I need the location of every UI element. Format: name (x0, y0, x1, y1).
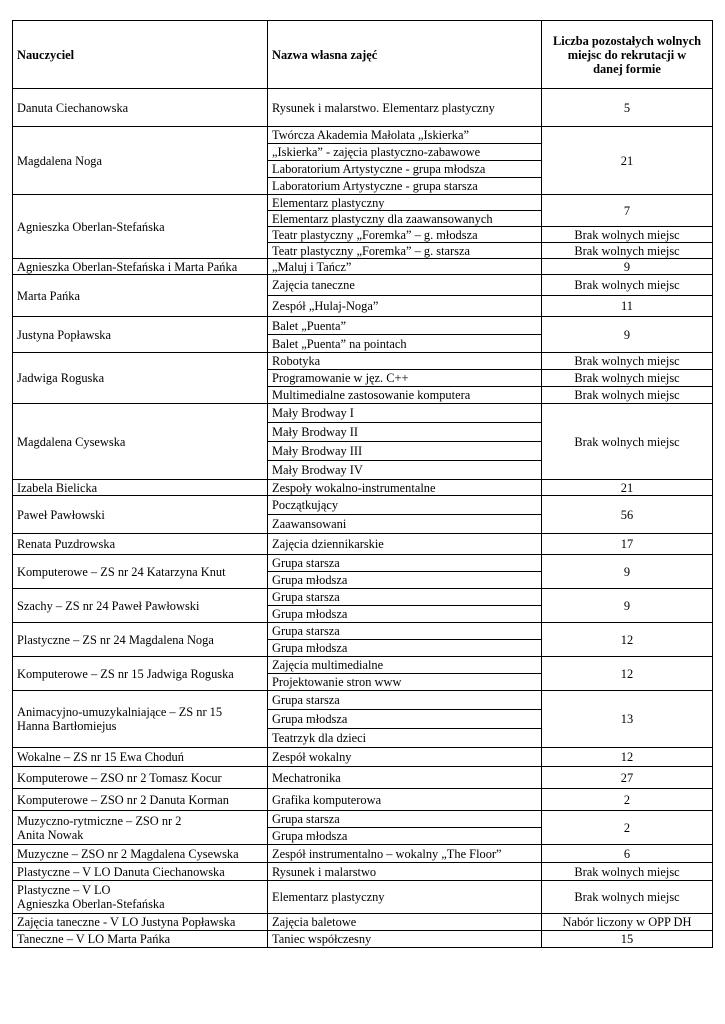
class-cell: Projektowanie stron www (268, 674, 542, 691)
class-cell: Rysunek i malarstwo (268, 863, 542, 881)
seats-cell: 7 (542, 195, 713, 227)
teacher-cell: Plastyczne – V LO Danuta Ciechanowska (13, 863, 268, 881)
table-row (13, 127, 713, 144)
class-cell: Grupa młodsza (268, 606, 542, 623)
table-row (13, 863, 713, 881)
table-row (13, 404, 713, 423)
seats-cell: 13 (542, 691, 713, 748)
seats-cell: 6 (542, 845, 713, 863)
seats-cell: Brak wolnych miejsc (542, 353, 713, 370)
class-cell: Laboratorium Artystyczne - grupa młodsza (268, 161, 542, 178)
teacher-cell: Izabela Bielicka (13, 480, 268, 496)
seats-cell: Brak wolnych miejsc (542, 243, 713, 259)
table-row (13, 259, 713, 275)
class-cell: Grupa młodsza (268, 640, 542, 657)
teacher-line: Plastyczne – V LO (17, 883, 111, 897)
seats-cell: 12 (542, 623, 713, 657)
class-cell: Elementarz plastyczny (268, 881, 542, 914)
seats-cell: Brak wolnych miejsc (542, 863, 713, 881)
class-cell: Grupa starsza (268, 589, 542, 606)
class-cell: Zajęcia multimedialne (268, 657, 542, 674)
class-cell: Początkujący (268, 496, 542, 515)
teacher-cell (13, 881, 268, 914)
teacher-cell: Plastyczne – ZS nr 24 Magdalena Noga (13, 623, 268, 657)
header-class-name: Nazwa własna zajęć (268, 21, 542, 89)
teacher-cell: Zajęcia taneczne - V LO Justyna Popławska (13, 914, 268, 931)
teacher-line: Hanna Bartłomiejus (17, 719, 117, 733)
class-cell: Zaawansowani (268, 515, 542, 534)
table-row (13, 353, 713, 370)
seats-cell: 9 (542, 317, 713, 353)
table-row (13, 845, 713, 863)
seats-cell: 9 (542, 555, 713, 589)
teacher-cell: Szachy – ZS nr 24 Paweł Pawłowski (13, 589, 268, 623)
class-cell: Elementarz plastyczny (268, 195, 542, 211)
class-cell: Zespół wokalny (268, 748, 542, 767)
table-row (13, 275, 713, 296)
seats-cell: Brak wolnych miejsc (542, 881, 713, 914)
table-row (13, 657, 713, 674)
seats-cell: 2 (542, 789, 713, 811)
table-row (13, 317, 713, 335)
seats-cell: 21 (542, 127, 713, 195)
seats-cell: Brak wolnych miejsc (542, 387, 713, 404)
seats-cell: 27 (542, 767, 713, 789)
teacher-cell: Danuta Ciechanowska (13, 89, 268, 127)
teacher-cell: Komputerowe – ZS nr 15 Jadwiga Roguska (13, 657, 268, 691)
teacher-cell: Marta Pańka (13, 275, 268, 317)
class-cell: Mały Brodway II (268, 423, 542, 442)
teacher-line: Muzyczno-rytmiczne – ZSO nr 2 (17, 813, 182, 828)
seats-cell: 2 (542, 811, 713, 845)
class-cell: Elementarz plastyczny dla zaawansowanych (268, 211, 542, 227)
class-cell: Teatr plastyczny „Foremka” – g. młodsza (268, 227, 542, 243)
enrollment-table (12, 20, 713, 948)
seats-cell: 9 (542, 589, 713, 623)
class-cell: Programowanie w jęz. C++ (268, 370, 542, 387)
seats-cell: 11 (542, 296, 713, 317)
class-cell: „Iskierka” - zajęcia plastyczno-zabawowe (268, 144, 542, 161)
table-row (13, 881, 713, 914)
seats-cell: Nabór liczony w OPP DH (542, 914, 713, 931)
table-row (13, 811, 713, 828)
seats-cell: Brak wolnych miejsc (542, 227, 713, 243)
class-cell: Mechatronika (268, 767, 542, 789)
teacher-line: Agnieszka Oberlan-Stefańska (17, 897, 165, 911)
teacher-cell (13, 691, 268, 748)
table-row (13, 555, 713, 572)
class-cell: Grupa starsza (268, 623, 542, 640)
table-row (13, 534, 713, 555)
teacher-cell (13, 811, 268, 845)
table-row (13, 496, 713, 515)
seats-cell: 21 (542, 480, 713, 496)
teacher-cell: Jadwiga Roguska (13, 353, 268, 404)
class-cell: „Maluj i Tańcz” (268, 259, 542, 275)
class-cell: Mały Brodway IV (268, 461, 542, 480)
class-cell: Taniec współczesny (268, 931, 542, 948)
teacher-cell: Magdalena Cysewska (13, 404, 268, 480)
seats-cell: 9 (542, 259, 713, 275)
seats-cell: 17 (542, 534, 713, 555)
seats-cell: Brak wolnych miejsc (542, 370, 713, 387)
teacher-cell: Agnieszka Oberlan-Stefańska i Marta Pańka (13, 259, 268, 275)
class-cell: Balet „Puenta” (268, 317, 542, 335)
teacher-cell: Muzyczne – ZSO nr 2 Magdalena Cysewska (13, 845, 268, 863)
class-cell: Teatrzyk dla dzieci (268, 729, 542, 748)
table-row (13, 748, 713, 767)
class-cell: Grupa starsza (268, 691, 542, 710)
table-row (13, 691, 713, 710)
class-cell: Zespół „Hulaj-Noga” (268, 296, 542, 317)
teacher-cell: Komputerowe – ZSO nr 2 Danuta Korman (13, 789, 268, 811)
class-cell: Mały Brodway I (268, 404, 542, 423)
teacher-cell: Renata Puzdrowska (13, 534, 268, 555)
teacher-cell: Justyna Popławska (13, 317, 268, 353)
teacher-cell: Agnieszka Oberlan-Stefańska (13, 195, 268, 259)
class-cell: Grupa starsza (268, 811, 542, 828)
teacher-line: Anita Nowak (17, 827, 84, 842)
teacher-cell: Komputerowe – ZS nr 24 Katarzyna Knut (13, 555, 268, 589)
seats-cell: Brak wolnych miejsc (542, 275, 713, 296)
class-cell: Grupa młodsza (268, 828, 542, 845)
table-row (13, 767, 713, 789)
teacher-cell: Magdalena Noga (13, 127, 268, 195)
class-cell: Zespół instrumentalno – wokalny „The Floor” (268, 845, 542, 863)
class-cell: Multimedialne zastosowanie komputera (268, 387, 542, 404)
teacher-cell: Wokalne – ZS nr 15 Ewa Choduń (13, 748, 268, 767)
table-row (13, 914, 713, 931)
table-row (13, 195, 713, 211)
class-cell: Teatr plastyczny „Foremka” – g. starsza (268, 243, 542, 259)
header-teacher: Nauczyciel (13, 21, 268, 89)
seats-cell: 5 (542, 89, 713, 127)
table-row (13, 589, 713, 606)
table-row (13, 89, 713, 127)
class-cell: Mały Brodway III (268, 442, 542, 461)
table-row (13, 480, 713, 496)
class-cell: Zajęcia baletowe (268, 914, 542, 931)
header-free-seats: Liczba pozostałych wolnych miejsc do rekrutacji w danej formie (542, 21, 713, 89)
class-cell: Twórcza Akademia Małolata „Iskierka” (268, 127, 542, 144)
seats-cell: 12 (542, 748, 713, 767)
table-row (13, 789, 713, 811)
seats-cell: Brak wolnych miejsc (542, 404, 713, 480)
class-cell: Grafika komputerowa (268, 789, 542, 811)
teacher-cell: Komputerowe – ZSO nr 2 Tomasz Kocur (13, 767, 268, 789)
seats-cell: 56 (542, 496, 713, 534)
class-cell: Robotyka (268, 353, 542, 370)
class-cell: Zajęcia dziennikarskie (268, 534, 542, 555)
seats-cell: 15 (542, 931, 713, 948)
teacher-cell: Paweł Pawłowski (13, 496, 268, 534)
class-cell: Grupa młodsza (268, 572, 542, 589)
class-cell: Zespoły wokalno-instrumentalne (268, 480, 542, 496)
table-row (13, 931, 713, 948)
class-cell: Grupa starsza (268, 555, 542, 572)
table-row (13, 623, 713, 640)
class-cell: Grupa młodsza (268, 710, 542, 729)
teacher-cell: Taneczne – V LO Marta Pańka (13, 931, 268, 948)
teacher-line: Animacyjno-umuzykalniające – ZS nr 15 (17, 705, 223, 719)
class-cell: Zajęcia taneczne (268, 275, 542, 296)
class-cell: Rysunek i malarstwo. Elementarz plastyczny (268, 89, 542, 127)
class-cell: Balet „Puenta” na pointach (268, 335, 542, 353)
seats-cell: 12 (542, 657, 713, 691)
class-cell: Laboratorium Artystyczne - grupa starsza (268, 178, 542, 195)
header-row (13, 21, 713, 89)
